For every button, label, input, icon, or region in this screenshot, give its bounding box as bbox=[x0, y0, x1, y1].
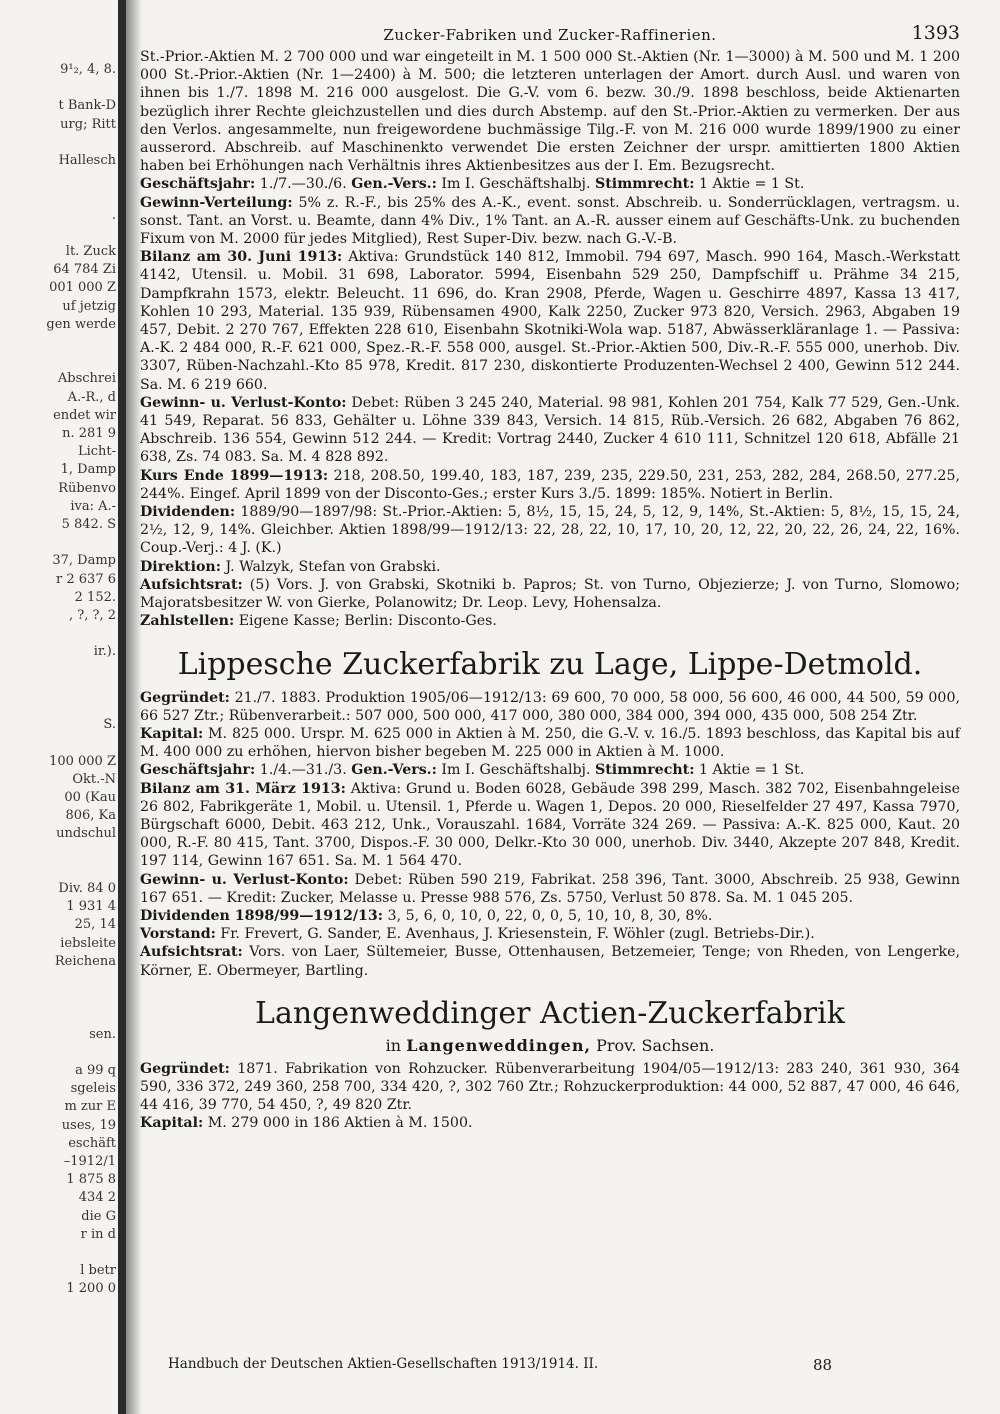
label-bilanz: Bilanz am 31. März 1913: bbox=[140, 780, 346, 797]
left-column-line: 001 000 Z bbox=[49, 280, 116, 296]
section2-kapital bbox=[140, 725, 960, 761]
value-stimmrecht: 1 Aktie = 1 St. bbox=[694, 762, 805, 779]
footer-text: Handbuch der Deutschen Aktien-Gesellschaften 1913/1914. II. bbox=[168, 1356, 599, 1372]
label-guv: Gewinn- u. Verlust-Konto: bbox=[140, 871, 349, 888]
section1-kurs bbox=[140, 467, 960, 503]
value-vorstand: Fr. Frevert, G. Sander, E. Avenhaus, J. Kriesenstein, F. Wöhler (zugl. Betriebs-Dir.). bbox=[215, 926, 815, 943]
label-stimmrecht: Stimmrecht: bbox=[595, 762, 695, 779]
section1-dividenden bbox=[140, 503, 960, 558]
subtitle-post: Prov. Sachsen. bbox=[591, 1035, 715, 1055]
left-column-line: 1, Damp bbox=[60, 462, 116, 478]
left-column-line: Div. 84 0 bbox=[58, 881, 116, 896]
left-column-line: sgeleis bbox=[70, 1081, 116, 1097]
value-geschaeftsjahr: 1./4.—31./3. bbox=[255, 762, 347, 779]
value-kapital: M. 825 000. Urspr. M. 625 000 in Aktien à M. 250, die G.-V. v. 16./5. 1893 beschloss, das Kapital bis auf M. 400 000 zu erhöhen, hiervon bisher begeben M. 225 000 in Aktien à M. 1000. bbox=[140, 725, 960, 761]
company-title-lippesche: Lippesche Zuckerfabrik zu Lage, Lippe-Detmold. bbox=[177, 646, 923, 682]
left-column-line: t Bank-D bbox=[58, 98, 116, 114]
section1-guv bbox=[140, 394, 960, 467]
left-column-line: 806, Ka bbox=[65, 808, 116, 824]
left-column-line: Abschrei bbox=[57, 371, 116, 387]
section2-aufsichtsrat bbox=[140, 943, 960, 979]
section1-aufsichtsrat bbox=[140, 576, 960, 612]
left-column-line: 25, 14 bbox=[74, 917, 116, 933]
value-aufsichtsrat: (5) Vors. J. von Grabski, Skotniki b. Papros; St. von Turno, Objezierze; J. von Turno, Slomowo; Majoratsbesitzer W. von Gierke, Polanowitz; Dr. Leop. Levy, Hohensalza. bbox=[140, 576, 960, 612]
label-gewinnverteilung: Gewinn-Verteilung: bbox=[140, 194, 293, 211]
left-column-line: gen werde bbox=[46, 316, 116, 332]
label-guv: Gewinn- u. Verlust-Konto: bbox=[140, 394, 347, 411]
section3-gegruendet bbox=[140, 1060, 960, 1115]
subtitle-place: Langenweddingen, bbox=[406, 1035, 592, 1055]
left-column-line: 1 200 0 bbox=[66, 1281, 116, 1297]
left-column-line: ir.). bbox=[93, 644, 116, 660]
value-dividenden: 3, 5, 6, 0, 10, 0, 22, 0, 0, 5, 10, 10, 8, 30, 8%. bbox=[383, 907, 713, 924]
value-bilanz: Aktiva: Grund u. Boden 6028, Gebäude 398 299, Masch. 382 702, Eisenbahngeleise 26 802, Fabrikgeräte 1, Mobil. u. Utensil. 1, Pferde u. Wagen 1, Depos. 20 000, Rieselfelder 27 497, Kassa 7970, Bürgschaft 6000, Debit. 463 212, Unk., Vorauszahl. 1684, Vorräte 324 269. — Passiva: A.-K. 825 000, Kaut. 20 000, R.-F. 80 415, Tant. 3700, Dispos.-F. 30 000, Delkr.-Kto 30 000, unerhob. Div. 3440, Akzepte 207 848, Kredit. 197 114, Gewinn 167 651. Sa. M. 1 564 470. bbox=[140, 780, 960, 870]
left-column-line: m zur E bbox=[64, 1099, 116, 1115]
value-guv: Debet: Rüben 3 245 240, Material. 98 981, Kohlen 201 754, Kalk 77 529, Gen.-Unk. 41 549, Reparat. 56 833, Gehälter u. Löhne 339 843, Versich. 14 815, Rüb.-Versich. 26 682, Abgaben 76 862, Abschreib. 136 554, Gewinn 512 244. — Kredit: Vortrag 2440, Zucker 4 610 111, Schnitzel 120 618, Abfälle 21 638, Zs. 74 083. Sa. M. 4 828 892. bbox=[140, 394, 960, 466]
label-bilanz: Bilanz am 30. Juni 1913: bbox=[140, 249, 343, 266]
left-column-line: 2 152. bbox=[74, 589, 116, 605]
left-column-line: Rübenvo bbox=[58, 480, 116, 496]
left-column-line: 5 842. S bbox=[61, 517, 116, 532]
left-column-line: iebsleite bbox=[60, 935, 116, 951]
value-gewinnverteilung: 5% z. R.-F., bis 25% des A.-K., event. sonst. Abschreib. u. Sonderrücklagen, vertragsm. u. sonst. Tant. an Vorst. u. Beamte, dann 4% Div., 1% Tant. an A.-R. ausser einem auf Geschäfts-Unk. zu buchenden Fixum von M. 2000 für jedes Mitglied), Rest Super-Div. bezw. nach G.-V.-B. bbox=[140, 194, 960, 248]
page-number: 1393 bbox=[911, 22, 960, 44]
section2-gegruendet bbox=[140, 689, 960, 725]
value-gegruendet: 21./7. 1883. Produktion 1905/06—1912/13: 69 600, 70 000, 58 000, 56 600, 46 000, 44 500, 59 000, 66 527 Ztr.; Rübenverarbeit.: 507 000, 500 000, 417 000, 380 000, 384 000, 394 000, 435 000, 508 254 Ztr. bbox=[140, 689, 960, 724]
section2-bilanz bbox=[140, 780, 960, 871]
label-geschaeftsjahr: Geschäftsjahr: bbox=[140, 176, 256, 193]
left-column-line: uses, 19 bbox=[61, 1117, 116, 1133]
left-column-line: uf jetzig bbox=[62, 298, 116, 314]
label-gegruendet: Gegründet: bbox=[140, 1060, 230, 1077]
footer-signature: 88 bbox=[813, 1356, 833, 1374]
left-column-line: 37, Damp bbox=[52, 553, 116, 569]
section1-intro: St.-Prior.-Aktien M. 2 700 000 und war eingeteilt in M. 1 500 000 St.-Aktien (Nr. 1—3000) à M. 500 und M. 1 200 000 St.-Prior.-Aktien (Nr. 1—2400) à M. 500; die letzteren unterlagen der Amort. durch Ausl. und waren von ihnen bis 1./7. 1898 M. 216 000 ausgelost. Die G.-V. vom 6. bezw. 30./9. 1898 beschloss, beide Aktienarten bezüglich ihrer Rechte gleichzustellen und dies durch Abstemp. auf den St.-Prior.-Aktien zu vermerken. Der aus den Verlos. angesammelte, nun freigewordene buchmässige Tilg.-F. von M. 216 000 wurde 1899/1900 zu einer ausserord. Abschreib. auf Maschinenkto verwendet Die ersten Zeichner der urspr. amittierten 1800 Aktien haben bei Erhöhungen nach Verhältnis ihres Aktienbesitzes aus der I. Em. Bezugsrecht. bbox=[140, 49, 960, 175]
value-kapital: M. 279 000 in 186 Aktien à M. 1500. bbox=[203, 1115, 473, 1132]
value-direktion: J. Walzyk, Stefan von Grabski. bbox=[220, 558, 441, 575]
value-genvers: Im I. Geschäftshalbj. bbox=[436, 762, 591, 779]
label-zahlstellen: Zahlstellen: bbox=[140, 613, 235, 630]
section1-bilanz bbox=[140, 248, 960, 394]
section2-meta bbox=[140, 761, 960, 779]
left-column-line: Okt.-N bbox=[72, 771, 116, 787]
section2-guv bbox=[140, 871, 960, 907]
left-column-line: lt. Zuck bbox=[65, 244, 116, 259]
value-guv: Debet: Rüben 590 219, Fabrikat. 258 396, Tant. 3000, Abschreib. 25 938, Gewinn 167 651. — Kredit: Zucker, Melasse u. Presse 988 576, Zs. 5750, Verlust 50 878. Sa. M. 1 045 205. bbox=[140, 871, 961, 906]
section2-vorstand bbox=[140, 925, 960, 943]
main-column bbox=[140, 20, 960, 1133]
left-column-line: a 99 q bbox=[75, 1063, 116, 1078]
left-column-line: eschäft bbox=[68, 1135, 116, 1151]
label-genvers: Gen.-Vers.: bbox=[351, 176, 437, 193]
left-column-line: undschul bbox=[56, 826, 116, 842]
value-aufsichtsrat: Vors. von Laer, Sültemeier, Busse, Ottenhausen, Betzemeier, Tenge; von Rheden, von Lengerke, Körner, E. Obermeyer, Bartling. bbox=[140, 944, 960, 979]
value-genvers: Im I. Geschäftshalbj. bbox=[436, 176, 591, 193]
section1-meta bbox=[140, 175, 960, 193]
left-column-line: iva: A.- bbox=[70, 498, 116, 514]
label-direktion: Direktion: bbox=[140, 558, 221, 575]
section1-direktion bbox=[140, 558, 960, 576]
running-title: Zucker-Fabriken und Zucker-Raffinerien. bbox=[383, 26, 717, 44]
left-column-line: 434 2 bbox=[78, 1190, 116, 1206]
left-column-line: l betr bbox=[80, 1263, 116, 1279]
label-kurs: Kurs Ende 1899—1913: bbox=[140, 467, 329, 484]
left-column-line: 9¹₂, 4, 8. bbox=[60, 62, 116, 77]
value-gegruendet: 1871. Fabrikation von Rohzucker. Rübenverarbeitung 1904/05—1912/13: 283 240, 361 930, 364 590, 336 372, 249 360, 258 700, 334 420, ?, 302 760 Ztr.; Rohzuckerproduktion: 44 000, 52 887, 47 000, 46 646, 44 416, 39 770, 54 450, ?, 49 820 Ztr. bbox=[140, 1060, 960, 1114]
left-column-line: 64 784 Zi bbox=[53, 262, 116, 278]
label-genvers: Gen.-Vers.: bbox=[351, 762, 437, 779]
left-column-line: , ?, ?, 2 bbox=[68, 608, 116, 623]
left-column-line: . bbox=[111, 207, 116, 223]
label-geschaeftsjahr: Geschäftsjahr: bbox=[140, 762, 256, 779]
value-dividenden: 1889/90—1897/98: St.-Prior.-Aktien: 5, 8½, 15, 15, 24, 5, 12, 9, 14%, St.-Aktien: 5, 8½, 15, 15, 24, 2½, 12, 9, 14%. Gleichber. Aktien 1898/99—1912/13: 22, 28, 22, 10, 17, 10, 20, 12, 22, 20, 22, 26, 24, 22, 16%. Coup.-Verj.: 4 J. (K.) bbox=[140, 504, 960, 557]
label-aufsichtsrat: Aufsichtsrat: bbox=[140, 944, 243, 961]
left-column-line: Licht- bbox=[77, 444, 116, 460]
left-column-line: 1 875 8 bbox=[66, 1172, 116, 1188]
label-stimmrecht: Stimmrecht: bbox=[595, 176, 695, 193]
left-column-line: r 2 637 6 bbox=[56, 571, 116, 587]
value-kurs: 218, 208.50, 199.40, 183, 187, 239, 235, 229.50, 231, 253, 282, 284, 268.50, 277.25, 244%. Eingef. April 1899 von der Disconto-Ges.; erster Kurs 3./5. 1899: 185%. Notiert in Berlin. bbox=[140, 467, 960, 502]
left-column-line: –1912/1 bbox=[63, 1154, 116, 1169]
value-stimmrecht: 1 Aktie = 1 St. bbox=[694, 176, 805, 193]
section2-dividenden bbox=[140, 907, 960, 925]
page-header bbox=[140, 20, 960, 48]
label-gegruendet: Gegründet: bbox=[140, 689, 230, 706]
section1-gewinnverteilung bbox=[140, 194, 960, 249]
book-gutter bbox=[118, 0, 126, 1414]
value-bilanz: Aktiva: Grundstück 140 812, Immobil. 794 697, Masch. 990 164, Masch.-Werkstatt 4142, Utensil. u. Mobil. 31 698, Laborator. 5994, Eisenbahn 529 250, Dampfschiff u. Prähme 34 215, Dampfkrahn 1573, elektr. Beleucht. 11 696, do. Kran 2908, Pferde, Wagen u. Geschirre 4897, Kassa 13 417, Kohlen 10 293, Material. 135 939, Rübensamen 4900, Kalk 2250, Zucker 973 820, Versich. 2963, Abgaben 19 457, Debit. 2 270 767, Effekten 228 610, Eisenbahn Skotniki-Wola wap. 5187, Abwässerkläranlage 1. — Passiva: A.-K. 2 484 000, R.-F. 621 000, Spez.-R.-F. 558 000, ausgel. St.-Prior.-Aktien 500, Div.-R.-F. 555 000, unerhob. Div. 3307, Rüben-Nachzahl.-Kto 85 978, Kredit. 817 230, diskontierte Produzenten-Wechsel 2 400, Gewinn 512 244. Sa. M. 6 219 660. bbox=[140, 249, 960, 393]
left-column-line: 100 000 Z bbox=[49, 753, 116, 769]
company-title-langenweddinger: Langenweddinger Actien-Zuckerfabrik bbox=[255, 995, 845, 1031]
label-kapital: Kapital: bbox=[140, 725, 204, 742]
left-column-line: Hallesch bbox=[58, 153, 116, 168]
left-column-line: r in d bbox=[80, 1226, 116, 1242]
left-column-line: die G bbox=[81, 1208, 116, 1224]
label-dividenden: Dividenden 1898/99—1912/13: bbox=[140, 907, 384, 924]
label-kapital: Kapital: bbox=[140, 1115, 204, 1132]
left-column-line: urg; Ritt bbox=[60, 116, 116, 132]
left-column-line: Reichena bbox=[54, 953, 116, 969]
label-dividenden: Dividenden: bbox=[140, 504, 236, 521]
value-geschaeftsjahr: 1./7.—30./6. bbox=[255, 176, 347, 193]
section1-zahlstellen bbox=[140, 612, 960, 630]
value-zahlstellen: Eigene Kasse; Berlin: Disconto-Ges. bbox=[234, 613, 497, 630]
left-column-line: 1 931 4 bbox=[66, 899, 116, 915]
left-column-line: A.-R., d bbox=[67, 389, 116, 405]
left-column-line: S. bbox=[103, 717, 116, 733]
left-column-line: 00 (Kau bbox=[64, 790, 116, 805]
left-column-line: sen. bbox=[89, 1026, 116, 1042]
left-column-line: endet wir bbox=[53, 407, 116, 423]
section3-kapital bbox=[140, 1114, 960, 1132]
adjacent-page-fragment bbox=[0, 0, 118, 1414]
label-aufsichtsrat: Aufsichtsrat: bbox=[140, 576, 243, 593]
left-column-line: n. 281 9 bbox=[62, 426, 116, 441]
company-subtitle bbox=[140, 1036, 960, 1056]
subtitle-pre: in bbox=[385, 1035, 407, 1055]
label-vorstand: Vorstand: bbox=[140, 926, 216, 943]
